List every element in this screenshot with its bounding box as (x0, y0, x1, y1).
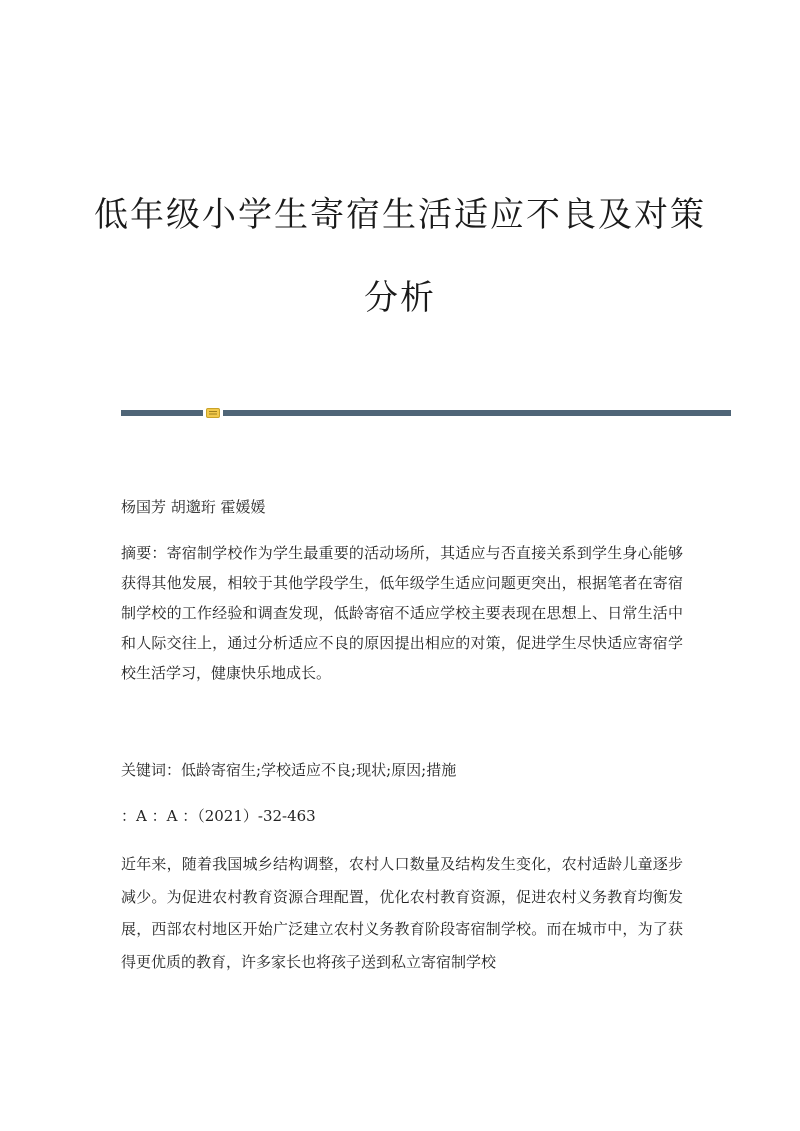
document-title-line-2: 分析 (364, 278, 436, 318)
keywords: 关键词：低龄寄宿生;学校适应不良;现状;原因;措施 (121, 761, 457, 779)
document-title-line-1: 低年级小学生寄宿生活适应不良及对策 (94, 195, 706, 235)
classification-code: ：A ：A ：（2021）-32-463 (121, 807, 316, 825)
abstract: 摘要：寄宿制学校作为学生最重要的活动场所，其适应与否直接关系到学生身心能够获得其他发展，相较于其他学段学生，低年级学生适应问题更突出，根据笔者在寄宿制学校的工作经验和调查发现，低龄寄宿不适应学校主要表现在思想上、日常生活中和人际交往上，通过分析适应不良的原因提出相应的对策，促进学生尽快适应寄宿学校生活学习，健康快乐地成长。 (121, 544, 683, 682)
divider-bar-left (121, 410, 203, 416)
divider-bar-right (223, 410, 731, 416)
title-divider (121, 408, 731, 416)
authors: 杨国芳 胡邈珩 霍媛媛 (121, 498, 266, 516)
introduction-paragraph: 近年来，随着我国城乡结构调整，农村人口数量及结构发生变化，农村适龄儿童逐步减少。为促进农村教育资源合理配置，优化农村教育资源，促进农村义务教育均衡发展，西部农村地区开始广泛建立农村义务教育阶段寄宿制学校。而在城市中，为了获得更优质的教育，许多家长也将孩子送到私立寄宿制学校 (121, 855, 683, 971)
book-emblem-icon (206, 408, 220, 418)
